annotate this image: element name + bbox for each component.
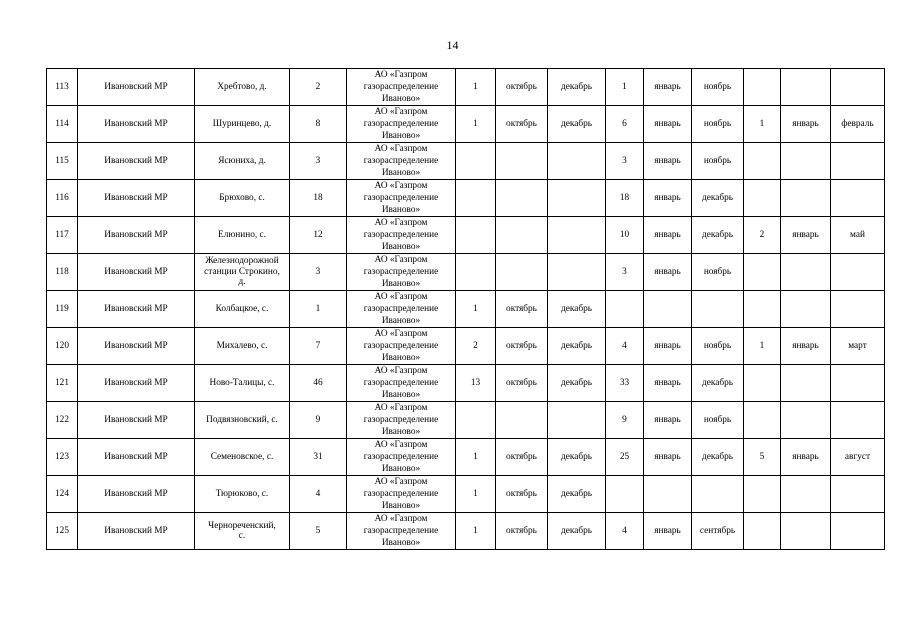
organization-cell [347, 143, 456, 180]
row-number: 115 [47, 143, 78, 180]
period1-start-cell: октябрь [496, 69, 548, 106]
org-line: Иваново» [381, 390, 421, 400]
object-count-cell: 46 [290, 365, 347, 402]
organization-cell [347, 291, 456, 328]
table-row [47, 106, 885, 143]
period2-start-cell: январь [644, 328, 692, 365]
period1-count-cell [456, 402, 496, 439]
organization-cell [347, 402, 456, 439]
period1-count-cell: 1 [456, 106, 496, 143]
period2-start-cell [644, 291, 692, 328]
period1-end-cell [548, 180, 606, 217]
period2-start-cell: январь [644, 402, 692, 439]
period3-count-cell [744, 180, 781, 217]
locality-cell: Семеновское, с. [195, 439, 290, 476]
row-number: 124 [47, 476, 78, 513]
period2-start-cell: январь [644, 143, 692, 180]
period2-count-cell: 9 [606, 402, 644, 439]
period1-end-cell: декабрь [548, 476, 606, 513]
period2-start-cell: январь [644, 106, 692, 143]
organization-cell [347, 439, 456, 476]
district-cell: Ивановский МР [78, 439, 195, 476]
org-line: газораспределение [363, 193, 439, 203]
period2-end-cell: ноябрь [692, 254, 744, 291]
organization-cell [347, 106, 456, 143]
period3-end-cell [831, 254, 885, 291]
period2-end-cell: ноябрь [692, 328, 744, 365]
period2-end-cell: ноябрь [692, 106, 744, 143]
period1-count-cell: 2 [456, 328, 496, 365]
period3-start-cell: январь [781, 217, 831, 254]
org-line: АО «Газпром [374, 477, 428, 487]
period2-start-cell: январь [644, 513, 692, 550]
locality-cell: Михалево, с. [195, 328, 290, 365]
period3-start-cell [781, 254, 831, 291]
org-line: АО «Газпром [374, 255, 428, 265]
org-line: Иваново» [381, 464, 421, 474]
org-line: газораспределение [363, 82, 439, 92]
org-line: Иваново» [381, 427, 421, 437]
organization-cell [347, 365, 456, 402]
locality-line: Железнодорожной [205, 256, 279, 267]
org-line: Иваново» [381, 205, 421, 215]
period2-count-cell: 1 [606, 69, 644, 106]
org-line: АО «Газпром [374, 144, 428, 154]
period2-end-cell: декабрь [692, 180, 744, 217]
period3-end-cell: май [831, 217, 885, 254]
org-line: Иваново» [381, 242, 421, 252]
period3-count-cell [744, 476, 781, 513]
period3-start-cell [781, 143, 831, 180]
org-line: газораспределение [363, 415, 439, 425]
period3-count-cell [744, 254, 781, 291]
period2-end-cell [692, 476, 744, 513]
period3-end-cell [831, 291, 885, 328]
period2-end-cell: декабрь [692, 439, 744, 476]
district-cell: Ивановский МР [78, 254, 195, 291]
period1-count-cell: 1 [456, 513, 496, 550]
table-row [47, 69, 885, 106]
period2-end-cell: сентябрь [692, 513, 744, 550]
period1-end-cell: декабрь [548, 365, 606, 402]
period1-start-cell: октябрь [496, 513, 548, 550]
period3-count-cell [744, 69, 781, 106]
period1-end-cell: декабрь [548, 106, 606, 143]
organization-cell [347, 254, 456, 291]
district-cell: Ивановский МР [78, 69, 195, 106]
row-number: 114 [47, 106, 78, 143]
period2-end-cell [692, 291, 744, 328]
row-number: 125 [47, 513, 78, 550]
table-body [47, 69, 885, 550]
organization-cell [347, 217, 456, 254]
row-number: 116 [47, 180, 78, 217]
period1-start-cell: октябрь [496, 328, 548, 365]
table-row [47, 291, 885, 328]
period2-end-cell: декабрь [692, 365, 744, 402]
locality-cell [195, 254, 290, 291]
period1-count-cell [456, 143, 496, 180]
period1-start-cell [496, 217, 548, 254]
district-cell: Ивановский МР [78, 365, 195, 402]
period3-end-cell [831, 402, 885, 439]
locality-cell: Брюхово, с. [195, 180, 290, 217]
period2-start-cell: январь [644, 180, 692, 217]
period1-count-cell: 1 [456, 439, 496, 476]
locality-line: станции Строкино, [204, 266, 280, 277]
period3-count-cell [744, 402, 781, 439]
org-line: АО «Газпром [374, 218, 428, 228]
locality-line: д. [238, 277, 246, 288]
org-line: Иваново» [381, 316, 421, 326]
org-line: АО «Газпром [374, 292, 428, 302]
district-cell: Ивановский МР [78, 143, 195, 180]
period3-end-cell [831, 476, 885, 513]
period2-count-cell: 3 [606, 143, 644, 180]
period3-end-cell [831, 513, 885, 550]
table-row [47, 365, 885, 402]
period1-count-cell: 13 [456, 365, 496, 402]
org-line: газораспределение [363, 452, 439, 462]
table-row [47, 254, 885, 291]
object-count-cell: 5 [290, 513, 347, 550]
period1-end-cell: декабрь [548, 328, 606, 365]
period3-end-cell [831, 365, 885, 402]
period3-count-cell [744, 291, 781, 328]
row-number: 120 [47, 328, 78, 365]
period1-count-cell [456, 254, 496, 291]
period3-count-cell [744, 365, 781, 402]
period1-start-cell: октябрь [496, 476, 548, 513]
period1-start-cell [496, 180, 548, 217]
gasification-table [46, 68, 885, 550]
object-count-cell: 1 [290, 291, 347, 328]
period3-end-cell [831, 69, 885, 106]
period2-count-cell: 3 [606, 254, 644, 291]
org-line: АО «Газпром [374, 329, 428, 339]
table-row [47, 217, 885, 254]
table-row [47, 402, 885, 439]
org-line: газораспределение [363, 304, 439, 314]
period1-start-cell: октябрь [496, 106, 548, 143]
locality-cell: Колбацкое, с. [195, 291, 290, 328]
period2-start-cell: январь [644, 69, 692, 106]
period3-count-cell [744, 143, 781, 180]
period2-start-cell: январь [644, 217, 692, 254]
table-row [47, 180, 885, 217]
row-number: 123 [47, 439, 78, 476]
district-cell: Ивановский МР [78, 291, 195, 328]
period2-count-cell [606, 476, 644, 513]
period2-count-cell: 4 [606, 513, 644, 550]
table-row [47, 476, 885, 513]
org-line: газораспределение [363, 378, 439, 388]
period2-count-cell [606, 291, 644, 328]
table-row [47, 513, 885, 550]
district-cell: Ивановский МР [78, 328, 195, 365]
table-row [47, 328, 885, 365]
row-number: 118 [47, 254, 78, 291]
period3-start-cell [781, 402, 831, 439]
org-line: газораспределение [363, 156, 439, 166]
period1-end-cell [548, 402, 606, 439]
org-line: АО «Газпром [374, 366, 428, 376]
period2-start-cell [644, 476, 692, 513]
table-row [47, 143, 885, 180]
org-line: газораспределение [363, 526, 439, 536]
period1-count-cell: 1 [456, 69, 496, 106]
organization-cell [347, 328, 456, 365]
org-line: АО «Газпром [374, 107, 428, 117]
period3-end-cell: март [831, 328, 885, 365]
org-line: Иваново» [381, 94, 421, 104]
district-cell: Ивановский МР [78, 106, 195, 143]
period1-start-cell [496, 254, 548, 291]
period3-end-cell [831, 143, 885, 180]
object-count-cell: 3 [290, 254, 347, 291]
period1-start-cell: октябрь [496, 365, 548, 402]
locality-cell: Елюнино, с. [195, 217, 290, 254]
object-count-cell: 18 [290, 180, 347, 217]
locality-line: Чернореченский, [208, 520, 276, 531]
object-count-cell: 9 [290, 402, 347, 439]
org-line: АО «Газпром [374, 440, 428, 450]
row-number: 122 [47, 402, 78, 439]
org-line: газораспределение [363, 267, 439, 277]
period3-count-cell: 1 [744, 106, 781, 143]
district-cell: Ивановский МР [78, 180, 195, 217]
period1-count-cell: 1 [456, 291, 496, 328]
period3-count-cell: 2 [744, 217, 781, 254]
period3-start-cell [781, 476, 831, 513]
locality-cell: Тюрюково, с. [195, 476, 290, 513]
district-cell: Ивановский МР [78, 513, 195, 550]
period1-count-cell [456, 217, 496, 254]
org-line: АО «Газпром [374, 514, 428, 524]
period2-count-cell: 4 [606, 328, 644, 365]
organization-cell [347, 513, 456, 550]
period1-end-cell: декабрь [548, 439, 606, 476]
period1-end-cell: декабрь [548, 291, 606, 328]
period1-count-cell [456, 180, 496, 217]
period1-count-cell: 1 [456, 476, 496, 513]
locality-cell: Подвязновский, с. [195, 402, 290, 439]
period1-end-cell: декабрь [548, 513, 606, 550]
period1-start-cell: октябрь [496, 439, 548, 476]
period2-end-cell: ноябрь [692, 143, 744, 180]
period1-end-cell [548, 143, 606, 180]
period3-start-cell [781, 365, 831, 402]
period1-start-cell [496, 143, 548, 180]
district-cell: Ивановский МР [78, 476, 195, 513]
object-count-cell: 3 [290, 143, 347, 180]
org-line: Иваново» [381, 279, 421, 289]
object-count-cell: 2 [290, 69, 347, 106]
org-line: газораспределение [363, 341, 439, 351]
period3-end-cell: август [831, 439, 885, 476]
period1-end-cell: декабрь [548, 69, 606, 106]
period3-start-cell [781, 180, 831, 217]
period3-end-cell [831, 180, 885, 217]
district-cell: Ивановский МР [78, 402, 195, 439]
locality-cell: Шуринцево, д. [195, 106, 290, 143]
period3-start-cell [781, 69, 831, 106]
period2-count-cell: 33 [606, 365, 644, 402]
period3-count-cell: 1 [744, 328, 781, 365]
period2-count-cell: 25 [606, 439, 644, 476]
period2-count-cell: 6 [606, 106, 644, 143]
organization-cell [347, 476, 456, 513]
row-number: 121 [47, 365, 78, 402]
org-line: Иваново» [381, 131, 421, 141]
period1-end-cell [548, 217, 606, 254]
period3-start-cell [781, 513, 831, 550]
period1-start-cell [496, 402, 548, 439]
period3-count-cell: 5 [744, 439, 781, 476]
period3-start-cell: январь [781, 439, 831, 476]
locality-cell: Хребтово, д. [195, 69, 290, 106]
period2-end-cell: ноябрь [692, 69, 744, 106]
org-line: газораспределение [363, 119, 439, 129]
row-number: 113 [47, 69, 78, 106]
period3-end-cell: февраль [831, 106, 885, 143]
district-cell: Ивановский МР [78, 217, 195, 254]
org-line: Иваново» [381, 168, 421, 178]
org-line: Иваново» [381, 501, 421, 511]
org-line: АО «Газпром [374, 70, 428, 80]
org-line: газораспределение [363, 230, 439, 240]
period2-count-cell: 10 [606, 217, 644, 254]
period2-start-cell: январь [644, 365, 692, 402]
object-count-cell: 12 [290, 217, 347, 254]
locality-cell: Ново-Талицы, с. [195, 365, 290, 402]
period1-start-cell: октябрь [496, 291, 548, 328]
period3-start-cell: январь [781, 328, 831, 365]
table-row [47, 439, 885, 476]
organization-cell [347, 69, 456, 106]
object-count-cell: 4 [290, 476, 347, 513]
period2-end-cell: декабрь [692, 217, 744, 254]
row-number: 117 [47, 217, 78, 254]
period3-start-cell [781, 291, 831, 328]
period2-end-cell: ноябрь [692, 402, 744, 439]
object-count-cell: 31 [290, 439, 347, 476]
period2-start-cell: январь [644, 254, 692, 291]
page-number: 14 [446, 38, 459, 52]
org-line: газораспределение [363, 489, 439, 499]
period1-end-cell [548, 254, 606, 291]
locality-cell [195, 513, 290, 550]
period2-count-cell: 18 [606, 180, 644, 217]
period3-count-cell [744, 513, 781, 550]
org-line: Иваново» [381, 538, 421, 548]
org-line: АО «Газпром [374, 181, 428, 191]
locality-cell: Ясюниха, д. [195, 143, 290, 180]
object-count-cell: 7 [290, 328, 347, 365]
period2-start-cell: январь [644, 439, 692, 476]
org-line: Иваново» [381, 353, 421, 363]
period3-start-cell: январь [781, 106, 831, 143]
locality-line: с. [238, 531, 246, 541]
object-count-cell: 8 [290, 106, 347, 143]
row-number: 119 [47, 291, 78, 328]
organization-cell [347, 180, 456, 217]
org-line: АО «Газпром [374, 403, 428, 413]
